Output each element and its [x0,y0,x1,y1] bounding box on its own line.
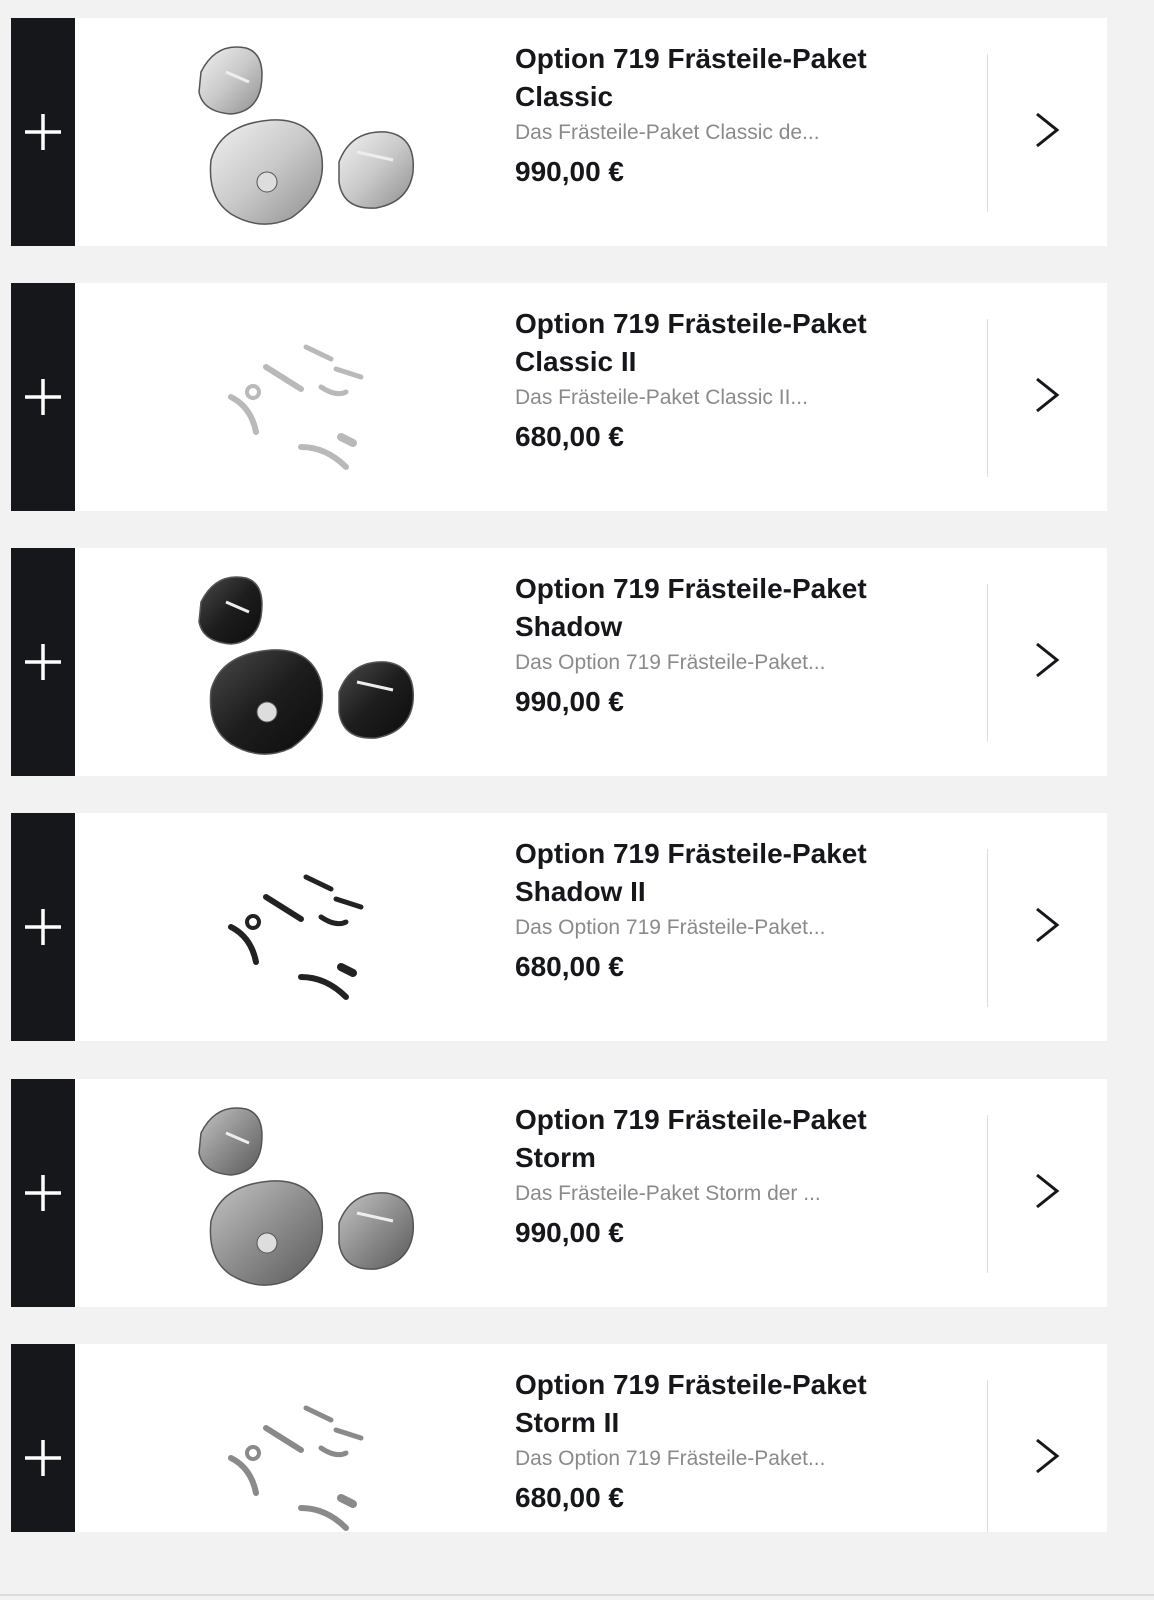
card-divider [987,584,988,742]
product-title: Option 719 Frästeile-Paket Shadow [515,573,867,642]
plus-icon [23,377,63,417]
add-to-cart-button[interactable] [11,283,75,511]
product-image[interactable] [151,297,451,497]
product-info[interactable] [515,1101,935,1253]
product-description: Das Frästeile-Paket Classic de... [515,121,820,144]
product-card[interactable] [11,283,1107,511]
product-info[interactable] [515,570,935,722]
product-price: 680,00 € [515,421,624,452]
product-image[interactable] [151,562,451,762]
product-image[interactable] [151,1358,451,1532]
product-price: 680,00 € [515,1482,624,1513]
product-card[interactable] [11,548,1107,776]
product-card[interactable] [11,1079,1107,1307]
product-info[interactable] [515,835,935,987]
product-title: Option 719 Frästeile-Paket Storm [515,1104,867,1173]
chevron-right-icon[interactable] [1029,638,1065,682]
chevron-right-icon[interactable] [1029,373,1065,417]
product-image[interactable] [151,1093,451,1293]
product-card[interactable] [11,813,1107,1041]
add-to-cart-button[interactable] [11,18,75,246]
product-description: Das Option 719 Frästeile-Paket... [515,651,826,674]
chevron-right-icon[interactable] [1029,1434,1065,1478]
product-info[interactable] [515,305,935,457]
product-description: Das Option 719 Frästeile-Paket... [515,916,826,939]
product-price: 990,00 € [515,156,624,187]
plus-icon [23,642,63,682]
add-to-cart-button[interactable] [11,1344,75,1532]
product-price: 990,00 € [515,686,624,717]
card-divider [987,849,988,1007]
plus-icon [23,907,63,947]
card-divider [987,54,988,212]
product-description: Das Frästeile-Paket Classic II... [515,386,808,409]
chevron-right-icon[interactable] [1029,903,1065,947]
add-to-cart-button[interactable] [11,548,75,776]
plus-icon [23,1173,63,1213]
card-divider [987,1115,988,1273]
product-card[interactable] [11,1344,1107,1532]
product-info[interactable] [515,40,935,192]
plus-icon [23,112,63,152]
product-title: Option 719 Frästeile-Paket Shadow II [515,838,867,907]
product-image[interactable] [151,32,451,232]
product-card[interactable] [11,18,1107,246]
product-image[interactable] [151,827,451,1027]
plus-icon [23,1438,63,1478]
product-title: Option 719 Frästeile-Paket Classic [515,43,867,112]
card-divider [987,319,988,477]
product-title: Option 719 Frästeile-Paket Classic II [515,308,867,377]
product-description: Das Frästeile-Paket Storm der ... [515,1182,821,1205]
product-price: 990,00 € [515,1217,624,1248]
product-info[interactable] [515,1366,935,1518]
product-title: Option 719 Frästeile-Paket Storm II [515,1369,867,1438]
product-description: Das Option 719 Frästeile-Paket... [515,1447,826,1470]
add-to-cart-button[interactable] [11,813,75,1041]
product-price: 680,00 € [515,951,624,982]
add-to-cart-button[interactable] [11,1079,75,1307]
chevron-right-icon[interactable] [1029,108,1065,152]
card-divider [987,1380,988,1532]
divider [0,1594,1154,1596]
chevron-right-icon[interactable] [1029,1169,1065,1213]
